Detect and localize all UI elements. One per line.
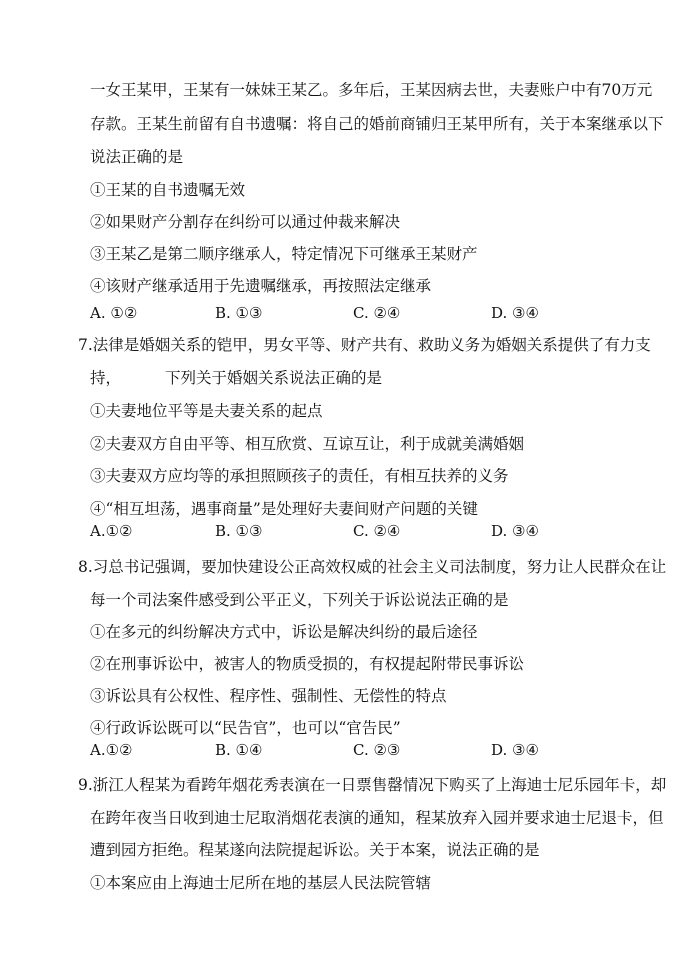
q7-choice-b: B. ①③ — [215, 522, 263, 540]
q9-stem-line-1: 9.浙江人程某为看跨年烟花秀表演在一日票售罄情况下购买了上海迪士尼乐园年卡，却 — [78, 776, 667, 794]
q6-choice-c: C. ②④ — [353, 304, 401, 322]
q7-choice-a: A.①② — [90, 522, 133, 540]
q7-option-4: ④“相互坦荡，遇事商量”是处理好夫妻间财产问题的关键 — [90, 500, 478, 518]
q7-choices — [90, 521, 610, 541]
q8-stem-line-1: 8.习总书记强调，要加快建设公正高效权威的社会主义司法制度，努力让人民群众在让 — [78, 558, 667, 576]
q8-choice-a: A.①② — [90, 741, 133, 759]
q7-stem-part-b: 下列关于婚姻关系说法正确的是 — [165, 369, 383, 387]
q6-option-1: ①王某的自书遗嘱无效 — [90, 181, 246, 199]
q8-option-2: ②在刑事诉讼中，被害人的物质受损的，有权提起附带民事诉讼 — [90, 655, 525, 673]
q9-option-1: ①本案应由上海迪士尼所在地的基层人民法院管辖 — [90, 874, 432, 892]
q7-stem-part-a: 持， — [90, 369, 122, 387]
q8-stem-line-2: 每一个司法案件感受到公平正义，下列关于诉讼说法正确的是 — [90, 591, 509, 609]
q6-choice-a: A. ①② — [90, 304, 138, 322]
q7-choice-c: C. ②④ — [353, 522, 401, 540]
q6-choices — [90, 303, 610, 323]
q8-option-1: ①在多元的纠纷解决方式中，诉讼是解决纠纷的最后途径 — [90, 623, 478, 641]
q6-choice-b: B. ①③ — [215, 304, 263, 322]
q6-stem-line-3: 说法正确的是 — [90, 148, 184, 166]
q6-option-4: ④该财产继承适用于先遗嘱继承，再按照法定继承 — [90, 277, 432, 295]
q7-stem-line-1: 7.法律是婚姻关系的铠甲，男女平等、财产共有、救助义务为婚姻关系提供了有力支 — [78, 336, 651, 354]
q8-choices — [90, 740, 610, 760]
q9-stem-line-2: 在跨年夜当日收到迪士尼取消烟花表演的通知，程某放弃入园并要求迪士尼退卡，但 — [90, 809, 664, 827]
q8-option-4: ④行政诉讼既可以“民告官”，也可以“官告民” — [90, 719, 401, 737]
q7-stem-line-2 — [90, 368, 382, 388]
q8-choice-b: B. ①④ — [215, 741, 263, 759]
q8-option-3: ③诉讼具有公权性、程序性、强制性、无偿性的特点 — [90, 687, 447, 705]
q6-option-3: ③王某乙是第二顺序继承人，特定情况下可继承王某财产 — [90, 245, 478, 263]
q6-stem-line-2: 存款。王某生前留有自书遗嘱：将自己的婚前商铺归王某甲所有，关于本案继承以下 — [90, 115, 664, 133]
q9-stem-line-3: 遭到园方拒绝。程某遂向法院提起诉讼。关于本案，说法正确的是 — [90, 841, 540, 859]
q7-option-3: ③夫妻双方应均等的承担照顾孩子的责任，有相互扶养的义务 — [90, 467, 509, 485]
q6-option-2: ②如果财产分割存在纠纷可以通过仲裁来解决 — [90, 213, 401, 231]
q6-stem-line-1: 一女王某甲，王某有一妹妹王某乙。多年后，王某因病去世，夫妻账户中有70万元 — [90, 81, 653, 99]
q6-choice-d: D. ③④ — [491, 304, 539, 322]
q8-choice-c: C. ②③ — [353, 741, 401, 759]
q8-choice-d: D. ③④ — [491, 741, 539, 759]
q7-choice-d: D. ③④ — [491, 522, 539, 540]
q7-option-2: ②夫妻双方自由平等、相互欣赏、互谅互让，利于成就美满婚姻 — [90, 435, 525, 453]
q7-option-1: ①夫妻地位平等是夫妻关系的起点 — [90, 402, 323, 420]
